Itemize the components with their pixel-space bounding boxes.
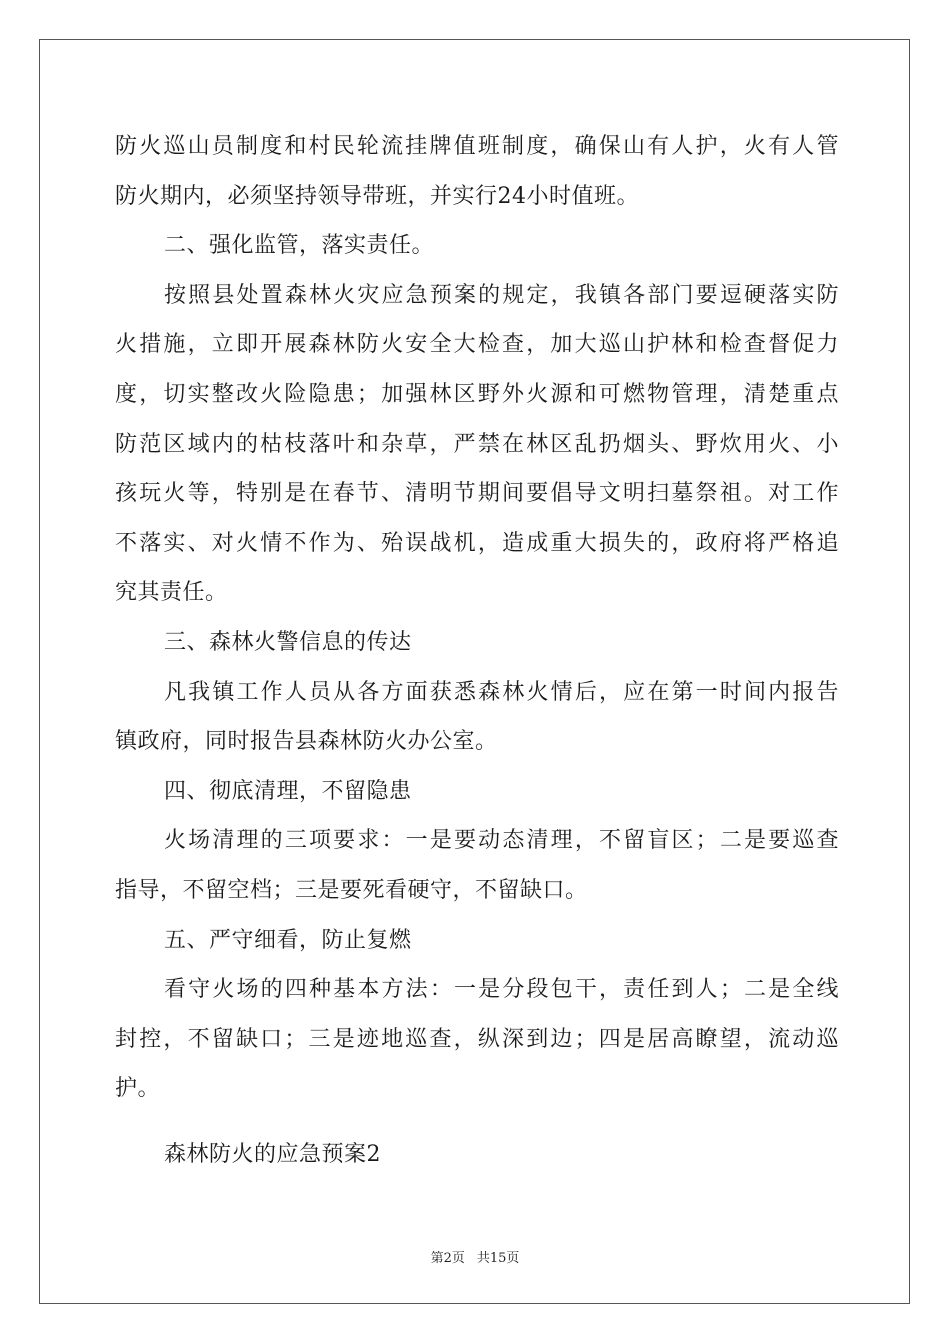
text-line: 按照县处置森林火灾应急预案的规定，我镇各部门要逗硬落实防 <box>164 282 839 308</box>
text-line: 究其责任。 <box>115 580 228 606</box>
text-line: 凡我镇工作人员从各方面获悉森林火情后，应在第一时间内报告 <box>164 679 839 705</box>
page-number: 第2页 <box>430 1251 465 1266</box>
text-line: 镇政府，同时报告县森林防火办公室。 <box>115 729 498 755</box>
text-line: 防火期内，必须坚持领导带班，并实行24小时值班。 <box>115 183 639 209</box>
page-total: 共15页 <box>476 1251 520 1266</box>
text-line: 封控，不留缺口；三是迹地巡查，纵深到边；四是居高瞭望，流动巡 <box>115 1026 839 1052</box>
text-line: 指导，不留空档；三是要死看硬守，不留缺口。 <box>115 877 588 903</box>
paragraph-gap <box>115 1114 839 1130</box>
text-line: 火场清理的三项要求：一是要动态清理，不留盲区；二是要巡查 <box>164 828 839 854</box>
section-heading: 二、强化监管，落实责任。 <box>164 233 435 259</box>
text-line: 看守火场的四种基本方法：一是分段包干，责任到人；二是全线 <box>164 977 839 1003</box>
document-body <box>115 122 839 1179</box>
section-heading: 三、森林火警信息的传达 <box>164 629 412 655</box>
text-line: 孩玩火等，特别是在春节、清明节期间要倡导文明扫墓祭祖。对工作 <box>115 481 839 507</box>
document-title: 森林防火的应急预案2 <box>164 1141 381 1167</box>
text-line: 防火巡山员制度和村民轮流挂牌值班制度，确保山有人护，火有人管 <box>115 134 839 159</box>
page-footer <box>0 1247 950 1266</box>
text-line: 火措施，立即开展森林防火安全大检查，加大巡山护林和检查督促力 <box>115 332 839 358</box>
section-heading: 四、彻底清理，不留隐患 <box>164 778 412 804</box>
text-line: 度，切实整改火险隐患；加强林区野外火源和可燃物管理，清楚重点 <box>115 381 839 407</box>
text-line: 护。 <box>115 1076 161 1102</box>
text-line: 防范区域内的枯枝落叶和杂草，严禁在林区乱扔烟头、野炊用火、小 <box>115 431 839 457</box>
section-heading: 五、严守细看，防止复燃 <box>164 927 412 953</box>
text-line: 不落实、对火情不作为、殆误战机，造成重大损失的，政府将严格追 <box>115 530 839 556</box>
